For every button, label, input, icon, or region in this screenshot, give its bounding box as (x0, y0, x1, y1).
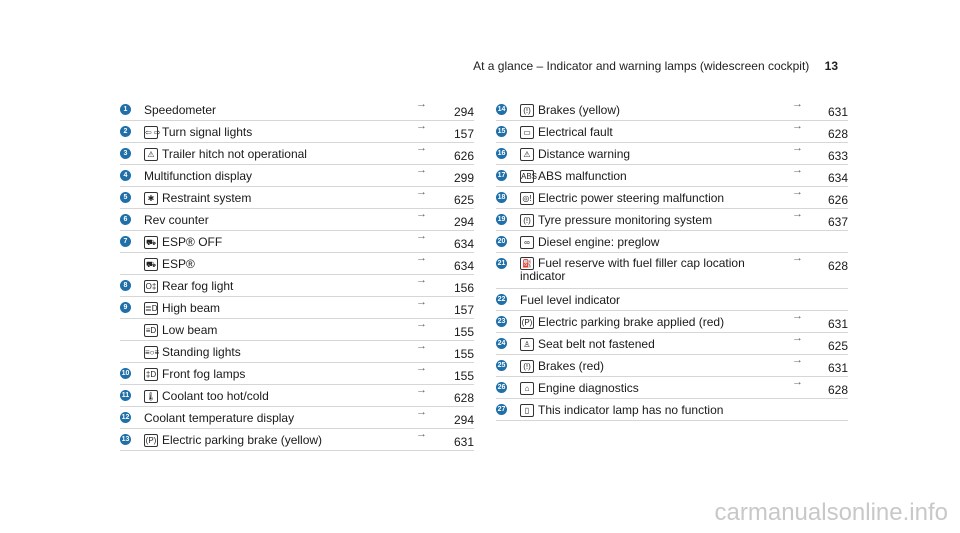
list-item (496, 231, 848, 253)
item-number-badge: 13 (121, 436, 130, 443)
item-content (144, 389, 269, 403)
item-number-badge: 14 (497, 106, 506, 113)
front-fog-lamps-icon: ‡D (145, 369, 157, 379)
brakes-icon: (!) (520, 104, 534, 117)
coolant-icon: 🌡 (145, 391, 157, 401)
item-number-badge: 1 (120, 104, 131, 115)
item-content (144, 279, 233, 293)
item-content (520, 213, 712, 227)
battery-icon: ▭ (520, 126, 534, 139)
steering-icon: ◎! (520, 192, 534, 205)
item-label: Rev counter (144, 213, 209, 227)
list-item (120, 429, 474, 451)
item-label: Fuel level indicator (520, 293, 621, 307)
page-ref-arrow: → (792, 376, 803, 388)
item-number-badge: 24 (497, 340, 506, 347)
item-label: Electrical fault (538, 125, 613, 139)
list-item (496, 121, 848, 143)
page-ref-link[interactable]: 628 (827, 127, 848, 141)
item-content (144, 125, 252, 139)
item-content (520, 381, 639, 395)
list-item (496, 399, 848, 421)
page-ref-arrow: → (416, 98, 427, 110)
item-label: This indicator lamp has no function (538, 403, 724, 417)
engine-icon: ⌂ (520, 382, 534, 395)
list-item (120, 187, 474, 209)
page-ref-link[interactable]: 625 (827, 339, 848, 353)
item-content (144, 345, 241, 359)
item-content (144, 235, 222, 249)
item-number-badge: 15 (497, 128, 506, 135)
page-ref-arrow: → (792, 310, 803, 322)
page-ref-link[interactable]: 299 (453, 171, 474, 185)
item-content (520, 403, 723, 417)
seat-belt-icon: ♙ (520, 338, 534, 351)
item-number-badge: 16 (497, 150, 506, 157)
page-ref-arrow: → (416, 428, 427, 440)
page-ref-arrow: → (416, 252, 427, 264)
page-ref-link[interactable]: 155 (453, 369, 474, 383)
list-item (496, 377, 848, 399)
item-content (144, 367, 245, 381)
page-ref-arrow: → (416, 340, 427, 352)
page-ref-link[interactable]: 155 (453, 347, 474, 361)
parking-brake-icon: (P) (145, 435, 157, 445)
page-ref-link[interactable]: 157 (453, 303, 474, 317)
page-ref-link[interactable]: 294 (453, 105, 474, 119)
item-label: Seat belt not fastened (538, 337, 655, 351)
item-number-badge: 19 (497, 216, 506, 223)
page-ref-arrow: → (416, 274, 427, 286)
list-item (496, 165, 848, 187)
page-ref-link[interactable]: 157 (453, 127, 474, 141)
item-label: Low beam (162, 323, 218, 337)
list-item (496, 355, 848, 377)
list-item (496, 143, 848, 165)
list-item (120, 363, 474, 385)
page-ref-link[interactable]: 634 (453, 237, 474, 251)
esp-icon: ⛟ (145, 259, 157, 269)
page-ref-link[interactable]: 631 (453, 435, 474, 449)
item-label: Electric parking brake (yellow) (162, 433, 323, 447)
list-item (496, 209, 848, 231)
item-label: Brakes (yellow) (538, 103, 621, 117)
item-number-badge: 10 (121, 370, 130, 377)
fuel-icon: ⛽ (520, 257, 534, 270)
page-ref-arrow: → (792, 98, 803, 110)
item-number-badge: 22 (497, 296, 506, 303)
page-ref-link[interactable]: 634 (453, 259, 474, 273)
list-item (120, 341, 474, 363)
page-ref-arrow: → (416, 384, 427, 396)
page-ref-arrow: → (792, 332, 803, 344)
item-number-badge: 26 (497, 384, 506, 391)
left-column (120, 99, 474, 451)
item-content (144, 433, 322, 447)
page-ref-link[interactable]: 634 (827, 171, 848, 185)
page-ref-arrow: → (792, 120, 803, 132)
header-title: At a glance – Indicator and warning lamps (widescreen cockpit) (473, 59, 810, 73)
page-ref-link[interactable]: 631 (827, 317, 848, 331)
page-ref-arrow: → (792, 186, 803, 198)
page-ref-link[interactable]: 626 (827, 193, 848, 207)
page-ref-arrow: → (416, 230, 427, 242)
tyre-pressure-icon: (!) (520, 214, 534, 227)
page-ref-arrow: → (416, 406, 427, 418)
item-label: Electric parking brake applied (red) (538, 315, 725, 329)
page-ref-link[interactable]: 631 (827, 361, 848, 375)
item-number-badge: 25 (497, 362, 506, 369)
preglow-icon: ∞ (520, 236, 534, 249)
item-label: Fuel reserve with fuel filler cap location indicator (520, 256, 745, 284)
watermark: carmanualsonline.info (714, 499, 948, 526)
page-ref-link[interactable]: 628 (453, 391, 474, 405)
item-content (520, 293, 620, 307)
page-number: 13 (824, 59, 838, 73)
item-content (144, 411, 294, 425)
item-label: Tyre pressure monitoring system (538, 213, 713, 227)
page-ref-arrow: → (416, 186, 427, 198)
list-item (120, 209, 474, 231)
item-number-badge: 12 (121, 414, 130, 421)
item-label: Trailer hitch not operational (162, 147, 307, 161)
item-label: High beam (162, 301, 221, 315)
page-ref-link[interactable]: 628 (827, 383, 848, 397)
list-item (120, 253, 474, 275)
list-item (496, 333, 848, 355)
no-function-icon: ▯ (520, 404, 534, 417)
restraint-system-icon: ✱ (144, 192, 158, 205)
item-number-badge: 27 (497, 406, 506, 413)
item-number-badge: 3 (120, 148, 131, 159)
item-label: Speedometer (144, 103, 217, 117)
page-ref-arrow: → (416, 208, 427, 220)
item-content (520, 169, 627, 183)
page-ref-link[interactable]: 155 (453, 325, 474, 339)
turn-signal-icon: ⇦ ⇨ (145, 127, 161, 137)
item-content (520, 359, 604, 373)
item-label: Distance warning (538, 147, 631, 161)
item-label: Brakes (red) (538, 359, 605, 373)
item-number-badge: 2 (120, 126, 131, 137)
brakes-red-icon: (!) (520, 360, 534, 373)
list-item (120, 385, 474, 407)
item-number-badge: 9 (120, 302, 131, 313)
page-ref-arrow: → (416, 318, 427, 330)
distance-warning-icon: ⚠ (520, 148, 534, 161)
page-ref-arrow: → (792, 252, 803, 264)
page-ref-arrow: → (792, 142, 803, 154)
item-content (520, 257, 770, 283)
item-content (144, 257, 195, 271)
item-content (144, 147, 307, 161)
item-label: Front fog lamps (162, 367, 246, 381)
page-ref-link[interactable]: 633 (827, 149, 848, 163)
item-label: Diesel engine: preglow (538, 235, 660, 249)
list-item (120, 165, 474, 187)
list-item (120, 143, 474, 165)
list-item (120, 99, 474, 121)
esp-off-icon: ⛟ (145, 237, 157, 247)
page-ref-arrow: → (416, 120, 427, 132)
page-ref-link[interactable]: 628 (827, 259, 848, 273)
item-number-badge: 23 (497, 318, 506, 325)
list-item (120, 275, 474, 297)
item-label: Multifunction display (144, 169, 253, 183)
item-content (520, 235, 659, 249)
item-number-badge: 8 (120, 280, 131, 291)
item-label: Restraint system (162, 191, 252, 205)
rear-fog-light-icon: O‡ (145, 281, 157, 291)
item-content (144, 301, 220, 315)
abs-icon: ABS (521, 171, 538, 181)
list-item (120, 297, 474, 319)
page-ref-arrow: → (792, 164, 803, 176)
list-item (496, 289, 848, 311)
list-item (496, 253, 848, 289)
item-content (144, 169, 252, 183)
parking-brake-red-icon: (P) (521, 317, 533, 327)
low-beam-icon: ≡D (145, 325, 157, 335)
item-content (520, 191, 724, 205)
item-content (520, 315, 724, 329)
item-label: Turn signal lights (162, 125, 253, 139)
item-label: ESP® OFF (162, 235, 223, 249)
high-beam-icon: ≣D (145, 303, 158, 313)
page-ref-link[interactable]: 156 (453, 281, 474, 295)
item-number-badge: 5 (120, 192, 131, 203)
item-number-badge: 4 (120, 170, 131, 181)
right-column (496, 99, 848, 421)
item-number-badge: 18 (497, 194, 506, 201)
standing-lights-icon: ≡○≡ (145, 347, 160, 357)
item-number-badge: 7 (120, 236, 131, 247)
item-label: ABS malfunction (538, 169, 627, 183)
list-item (120, 121, 474, 143)
item-label: Engine diagnostics (538, 381, 639, 395)
item-label: Rear fog light (162, 279, 234, 293)
item-number-badge: 6 (120, 214, 131, 225)
item-content (520, 337, 655, 351)
item-number-badge: 11 (121, 392, 130, 399)
page-ref-arrow: → (792, 354, 803, 366)
page-ref-link[interactable]: 631 (827, 105, 848, 119)
page-ref-link[interactable]: 625 (453, 193, 474, 207)
item-number-badge: 17 (497, 172, 506, 179)
item-label: Coolant too hot/cold (162, 389, 269, 403)
page-ref-link[interactable]: 294 (453, 215, 474, 229)
trailer-hitch-icon: ⚠ (144, 148, 158, 161)
page-ref-link[interactable]: 637 (827, 215, 848, 229)
item-content (520, 103, 620, 117)
item-content (144, 103, 216, 117)
item-content (144, 191, 251, 205)
item-label: Electric power steering malfunction (538, 191, 725, 205)
list-item (120, 407, 474, 429)
list-item (120, 231, 474, 253)
list-item (496, 187, 848, 209)
item-content (520, 125, 613, 139)
list-item (496, 99, 848, 121)
page-ref-arrow: → (416, 296, 427, 308)
item-number-badge: 20 (497, 238, 506, 245)
item-content (144, 323, 217, 337)
list-item (120, 319, 474, 341)
list-item (496, 311, 848, 333)
page-ref-link[interactable]: 626 (453, 149, 474, 163)
item-label: ESP® (162, 257, 195, 271)
item-label: Standing lights (162, 345, 241, 359)
page-ref-link[interactable]: 294 (453, 413, 474, 427)
page-ref-arrow: → (792, 208, 803, 220)
item-label: Coolant temperature display (144, 411, 295, 425)
item-content (144, 213, 209, 227)
page-ref-arrow: → (416, 164, 427, 176)
page-header (473, 59, 838, 73)
page-ref-arrow: → (416, 142, 427, 154)
item-number-badge: 21 (497, 260, 506, 267)
item-content (520, 147, 630, 161)
page-ref-arrow: → (416, 362, 427, 374)
